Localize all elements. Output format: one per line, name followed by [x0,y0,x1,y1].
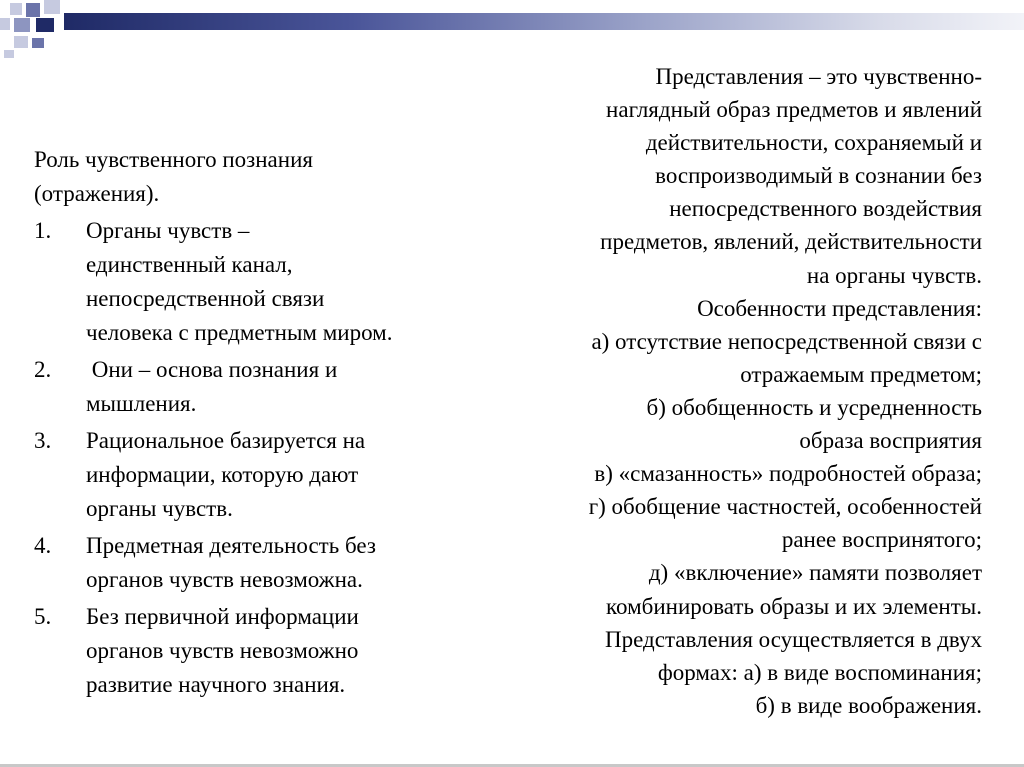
list-number: 5. [34,604,52,629]
list-line: человека с предметным миром. [86,320,393,345]
deco-square [26,3,40,17]
list-number: 1. [34,218,52,243]
right-text-line: б) обобщенность и усредненность [646,394,982,420]
right-text-line: наглядный образ предметов и явлений [606,97,982,123]
list-line: органов чувств невозможно [86,638,359,663]
header-decoration [0,0,1024,60]
list-number: 3. [34,428,52,453]
left-title [34,143,494,211]
left-title-line: (отражения). [34,181,160,206]
right-text-line: д) «включение» памяти позволяет [648,560,982,586]
left-title-line: Роль чувственного познания [34,147,313,172]
right-text-line: формах: а) в виде воспоминания; [657,659,982,685]
deco-square [10,3,22,15]
list-item [34,600,494,702]
right-text-line: действительности, сохраняемый и [645,130,982,156]
list-line: мышления. [86,391,197,416]
deco-square [44,0,60,14]
list-line: органы чувств. [86,496,233,521]
list-item [34,353,494,421]
deco-square [14,36,28,48]
right-text-line: Представления осуществляется в двух [605,626,982,652]
list-number: 4. [34,533,52,558]
deco-square [4,50,14,58]
right-text-line: а) отсутствие непосредственной связи с [591,328,982,354]
right-text-line: воспроизводимый в сознании без [655,163,982,189]
left-numbered-list [34,214,494,702]
right-text-line: отражаемым предметом; [740,361,982,387]
right-text-line: комбинировать образы и их элементы. [606,593,982,619]
left-column [34,143,494,705]
right-text-line: Особенности представления: [697,295,982,321]
list-item [34,424,494,526]
list-item [34,529,494,597]
list-item [34,214,494,350]
list-line: Предметная деятельность без [86,533,376,558]
list-line: Органы чувств – [86,218,250,243]
list-line: непосредственной связи [86,286,325,311]
list-line: развитие научного знания. [86,672,346,697]
right-text-line: в) «смазанность» подробностей образа; [594,461,982,487]
list-number: 2. [34,357,52,382]
deco-square [14,18,30,32]
right-text-line: образа восприятия [799,428,982,454]
right-text-line: на органы чувств. [806,262,982,288]
header-gradient-bar [64,13,1024,30]
right-text-line: непосредственного воздействия [669,196,982,222]
right-text-line: ранее воспринятого; [781,527,982,553]
deco-square [36,18,54,32]
right-text-line: предметов, явлений, действительности [600,229,982,255]
deco-square [32,38,44,48]
right-text-line: Представления – это чувственно- [655,64,982,89]
right-column [488,60,982,722]
right-text-line: г) обобщение частностей, особенностей [588,494,982,520]
list-line: Без первичной информации [86,604,359,629]
deco-square [0,18,10,30]
list-line: информации, которую дают [86,462,359,487]
list-line: Рациональное базируется на [86,428,366,453]
right-text-line: б) в виде воображения. [755,692,982,718]
list-line: единственный канал, [86,252,293,277]
list-line: органов чувств невозможна. [86,567,363,592]
list-line: Они – основа познания и [86,357,338,382]
